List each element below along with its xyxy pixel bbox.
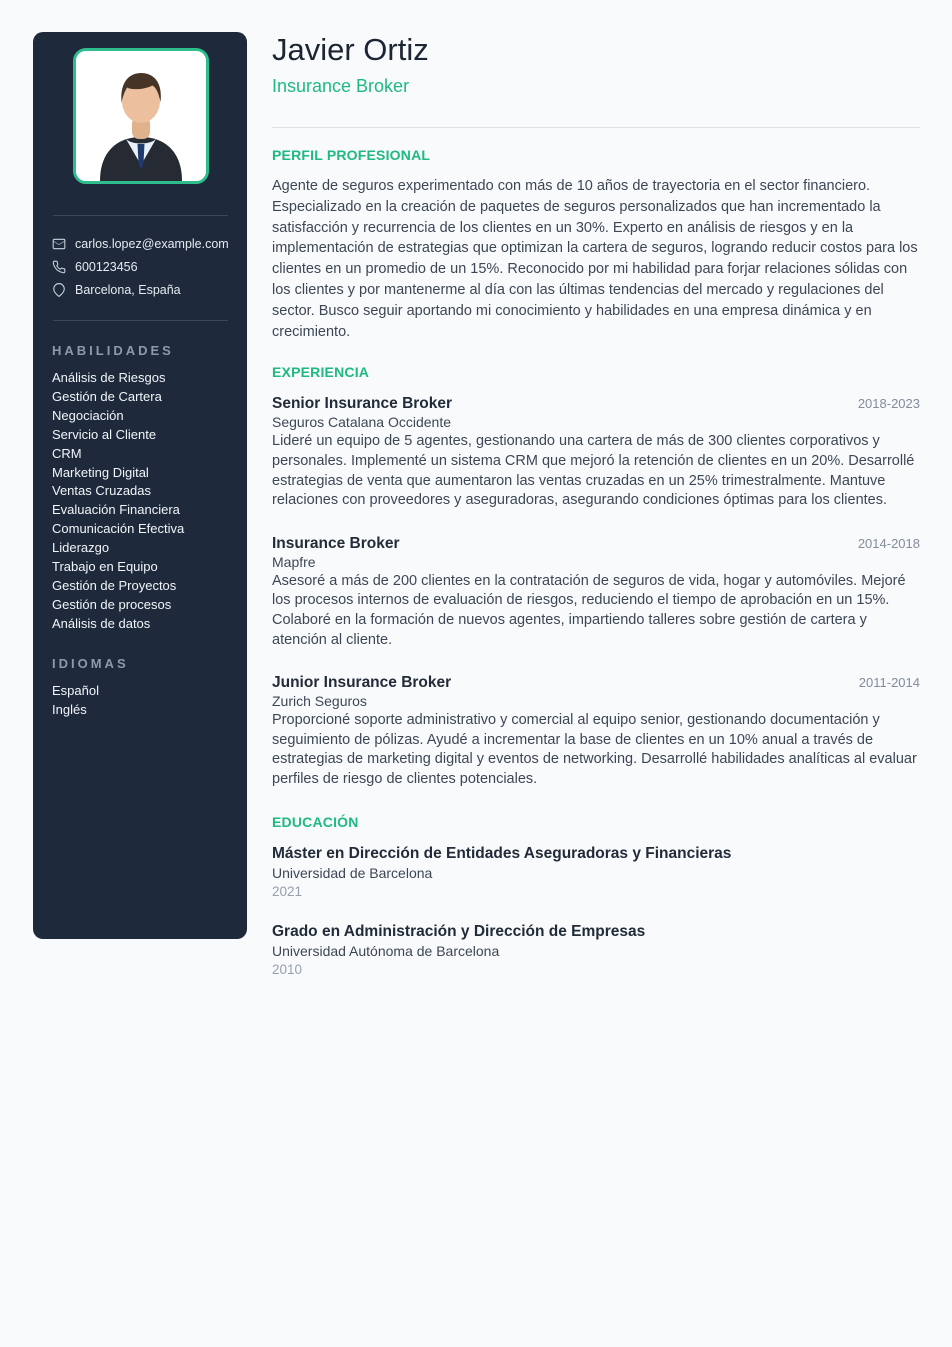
experience-description: Asesoré a más de 200 clientes en la contratación de seguros de vida, hogar y automóviles. Mejoré los procesos internos de evaluación de riesgos, reduciendo el tiempo de aprobación en un 15%. Colaboré en la formación de nuevos agentes, impartiendo talleres sobre gestión de cartera y atención al cliente. [272,572,906,648]
education-school: Universidad Autónoma de Barcelona [272,942,500,959]
contact-email: carlos.lopez@example.com [75,237,229,251]
skill-item: CRM [52,445,82,461]
language-item: Inglés [52,701,87,717]
sidebar-divider-bottom [53,320,228,321]
skill-item: Liderazgo [52,540,110,556]
experience-item-header [272,673,920,692]
skill-item: Análisis de datos [52,615,151,631]
language-item: Español [52,682,99,698]
profile-photo [73,48,209,184]
skill-item: Comunicación Efectiva [52,521,185,537]
contact-location-row [52,283,229,297]
education-degree: Grado en Administración y Dirección de Empresas [272,922,646,940]
education-school: Universidad de Barcelona [272,864,433,881]
skill-item: Servicio al Cliente [52,426,157,442]
education-degree: Máster en Dirección de Entidades Aseguradoras y Financieras [272,844,732,862]
experience-description: Lideré un equipo de 5 agentes, gestionando una cartera de más de 300 clientes corporativos y personales. Implementé un sistema CRM que mejoró la retención de clientes en un 20%. Desarrollé estrategias de venta que aumentaron las ventas cruzadas en un 25% trimestralmente. Mantuve relaciones con proveedores y aseguradoras, asegurando condiciones óptimas para los clientes. [272,433,915,509]
section-experience [272,364,920,789]
experience-item [272,394,920,510]
experience-period: 2018-2023 [857,396,920,412]
experience-role: Junior Insurance Broker [272,674,452,692]
contact-email-row [52,237,229,251]
section-education [272,814,920,978]
candidate-title: Insurance Broker [272,76,410,96]
experience-company: Seguros Catalana Occidente [272,414,451,431]
phone-icon [52,260,66,274]
experience-period: 2011-2014 [858,675,920,691]
experience-item-header [272,534,920,553]
skill-item: Gestión de Cartera [52,388,162,404]
skill-item: Análisis de Riesgos [52,370,166,385]
experience-role: Senior Insurance Broker [272,395,453,413]
candidate-name: Javier Ortiz [272,32,429,67]
education-item [272,844,920,900]
experience-item [272,673,920,789]
education-year: 2010 [272,961,303,977]
skill-item: Ventas Cruzadas [52,483,152,499]
header-divider [272,127,920,128]
skill-item: Gestión de procesos [52,596,172,612]
experience-item-header [272,394,920,413]
languages-heading: IDIOMAS [52,655,129,671]
skills-heading: HABILIDADES [52,343,174,358]
section-profile [272,147,920,342]
experience-heading: EXPERIENCIA [272,364,370,381]
location-pin-icon [52,283,66,297]
experience-period: 2014-2018 [857,535,920,551]
education-item [272,922,920,978]
envelope-icon [52,237,66,251]
headshot-illustration [76,51,206,181]
skill-item: Trabajo en Equipo [52,559,158,575]
experience-role: Insurance Broker [272,534,400,552]
profile-text: Agente de seguros experimentado con más de 10 años de trayectoria en el sector financiero. Especializado en la creación de paquetes de seguros personalizados que han incrementado la satisfacción y recurrencia de los clientes en un 30%. Experto en análisis de riesgos y en la implementación de estrategias que optimizan la cartera de seguros, logrando reducir costos para los clientes en un promedio de un 15%. Reconocido por mi habilidad para forjar relaciones sólidas con los clientes y por mantenerme al día con las últimas tendencias del mercado y regulaciones del sector. Busco seguir aportando mi conocimiento y habilidades en una empresa dinámica y en crecimiento. [272,178,918,340]
sidebar [33,32,247,939]
education-heading: EDUCACIÓN [272,813,359,830]
skill-item: Gestión de Proyectos [52,577,177,593]
experience-description: Proporcioné soporte administrativo y comercial al equipo senior, gestionando documentación y seguimiento de pólizas. Ayudé a incrementar la base de clientes en un 10% anual a través de estrategias de marketing digital y eventos de networking. Desarrollé habilidades analíticas al evaluar perfiles de riesgo de clientes potenciales. [272,712,917,787]
contact-phone: 600123456 [75,260,138,274]
experience-item [272,534,920,650]
profile-heading: PERFIL PROFESIONAL [272,147,431,163]
experience-company: Zurich Seguros [272,693,367,710]
contact-phone-row [52,260,229,274]
skill-item: Marketing Digital [52,464,149,480]
skill-item: Evaluación Financiera [52,502,180,518]
languages-list [52,682,229,720]
sidebar-divider-top [53,215,228,216]
contact-location: Barcelona, España [75,283,181,297]
experience-company: Mapfre [272,553,316,570]
main-content [272,32,920,978]
education-year: 2021 [272,883,303,899]
skill-item: Negociación [52,407,124,423]
skills-list [52,369,229,634]
